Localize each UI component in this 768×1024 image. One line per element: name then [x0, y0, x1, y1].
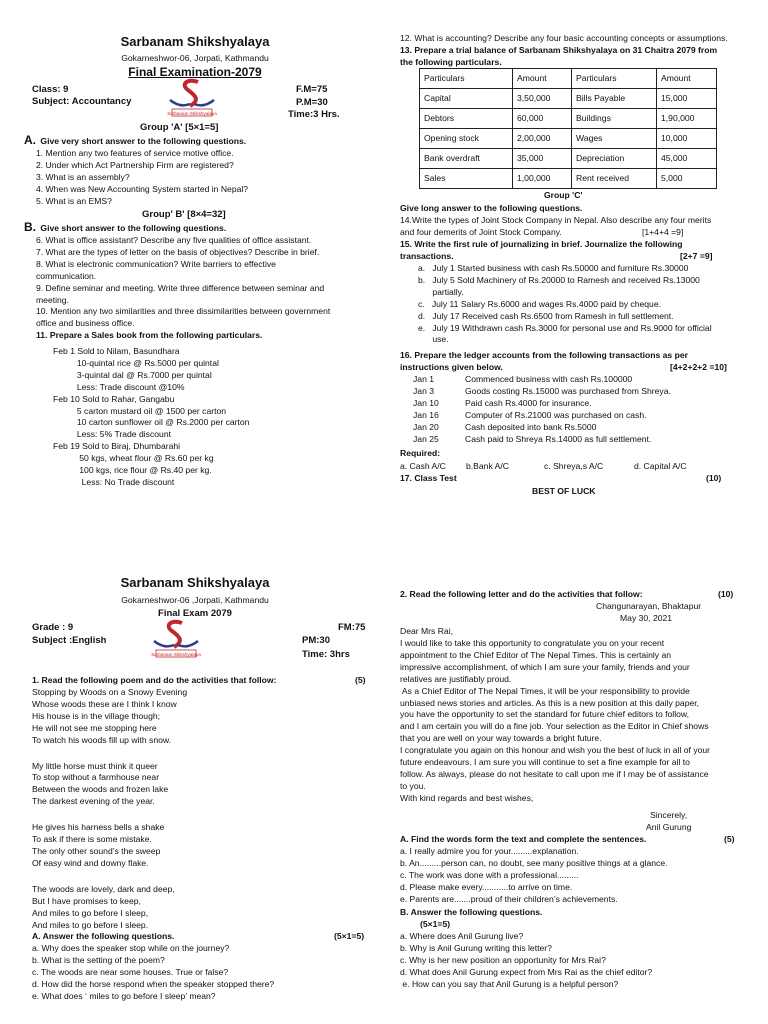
question-item: 1. Mention any two features of service motive office.	[36, 148, 234, 158]
question-item: d. What does Anil Gurung expect from Mrs Rai as the chief editor?	[400, 966, 653, 977]
sentence-item: a. I really admire you for your.........explanation.	[400, 846, 579, 856]
poem-line: But I have promises to keep,	[32, 895, 141, 906]
section-a2-heading: A. Find the words form the text and complete the sentences.	[400, 834, 647, 844]
ledger-item	[413, 386, 671, 398]
poem-line	[32, 808, 187, 822]
school-logo	[166, 78, 218, 118]
sales-line: Less: Trade discount @10%	[53, 381, 185, 392]
poem-line	[32, 870, 187, 884]
sales-line: 10 carton sunflower oil @ Rs.2000 per carton	[53, 417, 250, 428]
poem-title: Stopping by Woods on a Snowy Evening	[32, 687, 188, 697]
poem-line: He will not see me stopping here	[32, 722, 157, 733]
poem-line: The darkest evening of the year.	[32, 796, 155, 807]
required-label: Required:	[400, 448, 441, 458]
sales-line: 5 carton mustard oil @ 1500 per carton	[53, 405, 227, 416]
poem-line: His house is in the village though;	[32, 710, 161, 721]
question-item: 9. Define seminar and meeting. Write three difference between seminar and	[36, 282, 325, 293]
letter-line: With kind regards and best wishes,	[400, 792, 534, 803]
letter-line: As a Chief Editor of The Nepal Times, it will be your responsibility to provide	[400, 685, 690, 696]
letter-line: impressive accomplishment, of which I am sure your family, friends and your	[400, 661, 690, 672]
question-14-cont: and four demerits of Joint Stock Company.	[400, 227, 562, 237]
required-item: a. Cash A/C	[400, 461, 446, 471]
ledger-text: Computer of Rs.21000 was purchased on cash.	[465, 409, 647, 420]
poem-line: And miles to go before I sleep,	[32, 907, 149, 918]
poem-questions	[32, 943, 274, 1003]
table-cell: 10,000	[657, 129, 717, 149]
group-b-heading: Group' B' [8×4=32]	[142, 209, 226, 220]
letter-questions	[400, 931, 652, 991]
required-item: d. Capital A/C	[634, 461, 687, 471]
best-of-luck: BEST OF LUCK	[532, 486, 596, 496]
question-item: 8. What is electronic communication? Write barriers to effective	[36, 258, 276, 269]
time-label: Time:3 Hrs.	[288, 109, 340, 120]
table-row	[420, 109, 717, 129]
letter-line: I would like to take this opportunity to congratulate you on your recent	[400, 638, 665, 648]
ledger-date: Jan 10	[413, 397, 439, 408]
sentence-item: b. An.........person can, no doubt, see many positive things at a glance.	[400, 857, 668, 868]
section-a-letter: A.	[24, 133, 36, 147]
sentence-item: c. The work was done with a professional.........	[400, 869, 579, 880]
poem-line: To stop without a farmhouse near	[32, 772, 160, 783]
sales-line: Less: No Trade discount	[53, 476, 175, 487]
sales-line: 3-quintal dal @ Rs.7000 per quintal	[53, 369, 212, 380]
section-b-title: Give short answer to the following questions.	[40, 223, 227, 233]
journal-item: a. July 1 Started business with cash Rs.50000 and furniture Rs.30000	[418, 263, 689, 273]
journal-item: d. July 17 Received cash Rs.6500 from Ramesh in full settlement.	[418, 310, 674, 321]
question-12: 12. What is accounting? Describe any four basic accounting concepts or assumptions.	[400, 33, 728, 43]
subject-label-english: Subject :English	[32, 635, 107, 646]
table-cell: 3,50,000	[513, 89, 572, 109]
question-item: d. How did the horse respond when the speaker stopped there?	[32, 978, 275, 989]
school-name-english: Sarbanam Shikshyalaya	[120, 575, 270, 590]
letter-line: relatives are justifiably proud.	[400, 673, 512, 684]
letter-line: follow. As always, please do not hesitate to call upon me if I may be of assistance	[400, 768, 709, 779]
table-cell: 5,000	[657, 169, 717, 189]
group-c-heading: Group 'C'	[544, 190, 583, 200]
sales-line: 50 kgs, wheat flour @ Rs.60 per kg	[53, 453, 214, 464]
poem-line: He gives his harness bells a shake	[32, 822, 165, 833]
ledger-date: Jan 25	[413, 433, 439, 444]
letter-signer: Anil Gurung	[646, 822, 692, 832]
ledger-item	[413, 410, 671, 422]
section-b-heading	[24, 222, 226, 235]
question-1-marks: (5)	[355, 675, 366, 685]
table-cell: 45,000	[657, 149, 717, 169]
letter-closing: Sincerely,	[650, 810, 688, 820]
sales-line: Less: 5% Trade discount	[53, 429, 171, 440]
question-item: b. Why is Anil Gurung writing this letter?	[400, 942, 552, 953]
letter-place: Changunarayan, Bhaktapur	[596, 601, 702, 611]
fill-in-sentences	[400, 846, 668, 906]
question-item: b. What is the setting of the poem?	[32, 954, 165, 965]
poem-line	[32, 747, 187, 761]
table-cell: 1,00,000	[513, 169, 572, 189]
section-b2-heading: B. Answer the following questions.	[400, 907, 543, 917]
question-13-cont: the following particulars.	[400, 57, 502, 67]
table-cell: 35,000	[513, 149, 572, 169]
subject-label: Subject: Accountancy	[32, 96, 132, 107]
question-14: 14.Write the types of Joint Stock Company in Nepal. Also describe any four merits	[400, 215, 712, 225]
section-a-english: A. Answer the following questions.	[32, 931, 175, 941]
exam-title-english: Final Exam 2079	[158, 608, 232, 619]
ledger-transactions	[413, 374, 671, 445]
poem-line: My little horse must think it queer	[32, 760, 158, 771]
sales-line: 100 kgs, rice flour @ Rs.40 per kg.	[53, 465, 212, 476]
poem-line: Whose woods these are I think I know	[32, 698, 177, 709]
section-b2-marks: (5×1=5)	[420, 919, 451, 929]
table-cell: Debtors	[420, 109, 513, 129]
letter-line: that you are well on your way towards a bright future.	[400, 733, 602, 744]
table-cell: Opening stock	[420, 129, 513, 149]
school-logo-english	[150, 619, 202, 659]
exam-title: Final Examination-2079	[128, 65, 262, 79]
question-15: 15. Write the first rule of journalizing in brief. Journalize the following	[400, 239, 683, 249]
table-header: Particulars	[420, 69, 513, 89]
question-item: 10. Mention any two similarities and three dissimilarities between government	[36, 306, 331, 317]
question-1: 1. Read the following poem and do the activities that follow:	[32, 675, 277, 685]
section-a2-marks: (5)	[724, 834, 735, 844]
poem-line: The only other sound’s the sweep	[32, 845, 161, 856]
question-item: meeting.	[36, 294, 69, 305]
required-item: b.Bank A/C	[466, 461, 509, 471]
table-cell: 2,00,000	[513, 129, 572, 149]
journal-item: partially.	[418, 286, 464, 297]
ledger-text: Cash paid to Shreya Rs.14000 as full settlement.	[465, 433, 652, 444]
ledger-date: Jan 16	[413, 409, 439, 420]
question-15-marks: [2+7 =9]	[680, 251, 713, 261]
question-item: c. The woods are near some houses. True or false?	[32, 966, 229, 977]
sales-line: Feb 1 Sold to Nilam, Basundhara	[53, 346, 180, 356]
logo-text: Sarbanam Shikshyalaya	[167, 110, 217, 116]
table-cell: Buildings	[572, 109, 657, 129]
question-15-cont: transactions.	[400, 251, 454, 261]
ledger-text: Commenced business with cash Rs.100000	[465, 374, 633, 384]
time-label-english: Time: 3hrs	[302, 649, 350, 660]
school-name: Sarbanam Shikshyalaya	[120, 34, 270, 49]
table-cell: 1,90,000	[657, 109, 717, 129]
table-cell: Bank overdraft	[420, 149, 513, 169]
question-item: e. How can you say that Anil Gurung is a helpful person?	[400, 978, 619, 989]
required-accounts	[400, 461, 687, 473]
table-row	[420, 149, 717, 169]
question-item: 6. What is office assistant? Describe any five qualities of office assistant.	[36, 235, 312, 245]
question-item: e. What does ‘ miles to go before I sleep’ mean?	[32, 990, 216, 1001]
table-cell: Sales	[420, 169, 513, 189]
table-row	[420, 169, 717, 189]
logo-text: Sarbanam Shikshyalaya	[151, 651, 201, 657]
section-a-title: Give very short answer to the following questions.	[40, 136, 247, 146]
sales-particulars	[53, 346, 249, 489]
school-address-english: Gokarneshwor-06 ,Jorpati, Kathmandu	[121, 595, 269, 605]
table-header-row	[420, 69, 717, 89]
poem-line: To watch his woods fill up with snow.	[32, 734, 171, 745]
letter-line: you have the opportunity to set the standard for future chief editors to follow,	[400, 709, 690, 720]
journal-item: c. July 11 Salary Rs.6000 and wages Rs.4000 paid by cheque.	[418, 298, 661, 309]
poem-line: Of easy wind and downy flake.	[32, 857, 149, 868]
letter-line: appointment to the Chief Editor of The Nepal Times. This is certainly an	[400, 649, 672, 660]
table-cell: Wages	[572, 129, 657, 149]
letter-line: and I am certain you will do a fine job. Your selection as the Editor in Chief shows	[400, 721, 709, 732]
ledger-item	[413, 422, 671, 434]
ledger-text: Paid cash Rs.4000 for insurance.	[465, 397, 592, 408]
section-c-title: Give long answer to the following questions.	[400, 203, 583, 213]
poem	[32, 687, 187, 931]
question-14-marks: [1+4+4 =9]	[642, 227, 684, 237]
poem-line: Between the woods and frozen lake	[32, 784, 169, 795]
question-item: office and business office.	[36, 318, 135, 329]
question-item: 4. When was New Accounting System started in Nepal?	[36, 183, 249, 194]
group-a-heading: Group 'A' [5×1=5]	[140, 122, 219, 133]
question-16: 16. Prepare the ledger accounts from the following transactions as per	[400, 350, 688, 360]
question-2: 2. Read the following letter and do the activities that follow:	[400, 589, 643, 599]
school-address: Gokarneshwor-06, Jorpati, Kathmandu	[121, 53, 269, 63]
question-17: 17. Class Test	[400, 473, 457, 483]
full-marks: F.M=75	[296, 84, 328, 95]
sales-line: Feb 10 Sold to Rahar, Gangabu	[53, 393, 175, 404]
letter-date: May 30, 2021	[620, 613, 673, 623]
ledger-date: Jan 3	[413, 385, 435, 396]
section-a-english-marks: (5×1=5)	[334, 931, 365, 941]
ledger-item	[413, 374, 671, 386]
question-item: 2. Under which Act Partnership Firm are registered?	[36, 159, 234, 170]
question-item: 7. What are the types of letter on the basis of objectives? Describe in brief.	[36, 246, 320, 257]
grade-label: Grade : 9	[32, 622, 74, 633]
question-item: a. Where does Anil Gurung live?	[400, 931, 524, 941]
trial-balance-table	[419, 68, 717, 189]
full-marks-english: FM:75	[338, 622, 366, 633]
table-cell: 60,000	[513, 109, 572, 129]
ledger-item	[413, 398, 671, 410]
table-cell: Bills Payable	[572, 89, 657, 109]
section-a-heading	[24, 135, 246, 148]
question-item: 5. What is an EMS?	[36, 195, 112, 206]
ledger-text: Cash deposited into bank Rs.5000	[465, 421, 597, 432]
question-13: 13. Prepare a trial balance of Sarbanam Shikshyalaya on 31 Chaitra 2079 from	[400, 45, 718, 55]
sales-line: 10-quintal rice @ Rs.5000 per quintal	[53, 357, 219, 368]
question-2-marks: (10)	[718, 589, 734, 599]
class-label: Class: 9	[32, 84, 69, 95]
table-header: Particulars	[572, 69, 657, 89]
sentence-item: e. Parents are.......proud of their children’s achievements.	[400, 893, 618, 904]
sales-line: Feb 19 Sold to Biraj, Dhumbarahi	[53, 441, 181, 452]
question-item: 3. What is an assembly?	[36, 171, 130, 182]
pass-marks: P.M=30	[296, 97, 328, 108]
question-item: communication.	[36, 270, 97, 281]
letter-line: future endeavours. I am sure you will continue to set a fine example for all to	[400, 757, 690, 768]
table-cell: Rent received	[572, 169, 657, 189]
letter-line: unbiased news stories and articles. As this is a new position at this daily paper,	[400, 697, 700, 708]
question-16-marks: [4+2+2+2 =10]	[670, 362, 727, 372]
journal-item: e. July 19 Withdrawn cash Rs.3000 for personal use and Rs.9000 for official	[418, 322, 712, 333]
letter-salutation: Dear Mrs Rai,	[400, 626, 454, 636]
question-item: 11. Prepare a Sales book from the following particulars.	[36, 330, 263, 341]
journal-transactions	[418, 263, 712, 346]
ledger-date: Jan 20	[413, 421, 439, 432]
poem-line: And miles to go before I sleep.	[32, 919, 149, 930]
letter-line: I congratulate you again on this honour and wish you the best of luck in all of your	[400, 745, 711, 756]
question-item: a. Why does the speaker stop while on the journey?	[32, 943, 230, 953]
poem-line: To ask if there is some mistake.	[32, 834, 152, 845]
section-b-letter: B.	[24, 220, 36, 234]
ledger-text: Goods costing Rs.15000 was purchased from Shreya.	[465, 385, 671, 396]
table-row	[420, 129, 717, 149]
group-a-questions	[36, 148, 248, 208]
table-cell: Depreciation	[572, 149, 657, 169]
table-header: Amount	[513, 69, 572, 89]
question-17-marks: (10)	[706, 473, 722, 483]
letter-line: to you.	[400, 780, 426, 791]
table-row	[420, 89, 717, 109]
sentence-item: d. Please make every...........to arrive on time.	[400, 881, 573, 892]
ledger-date: Jan 1	[413, 374, 435, 384]
pass-marks-english: PM:30	[302, 635, 330, 646]
question-16-cont: instructions given below.	[400, 362, 503, 372]
group-b-questions	[36, 235, 330, 342]
required-item: c. Shreya,s A/C	[544, 461, 604, 471]
journal-item: use.	[418, 334, 449, 345]
letter-body	[400, 638, 710, 805]
question-item: c. Why is her new position an opportunity for Mrs Rai?	[400, 954, 606, 965]
table-cell: Capital	[420, 89, 513, 109]
poem-line: The woods are lovely, dark and deep,	[32, 883, 175, 894]
table-header: Amount	[657, 69, 717, 89]
journal-item: b. July 5 Sold Machinery of Rs.20000 to Ramesh and received Rs.13000	[418, 274, 700, 285]
table-cell: 15,000	[657, 89, 717, 109]
ledger-item	[413, 434, 671, 446]
